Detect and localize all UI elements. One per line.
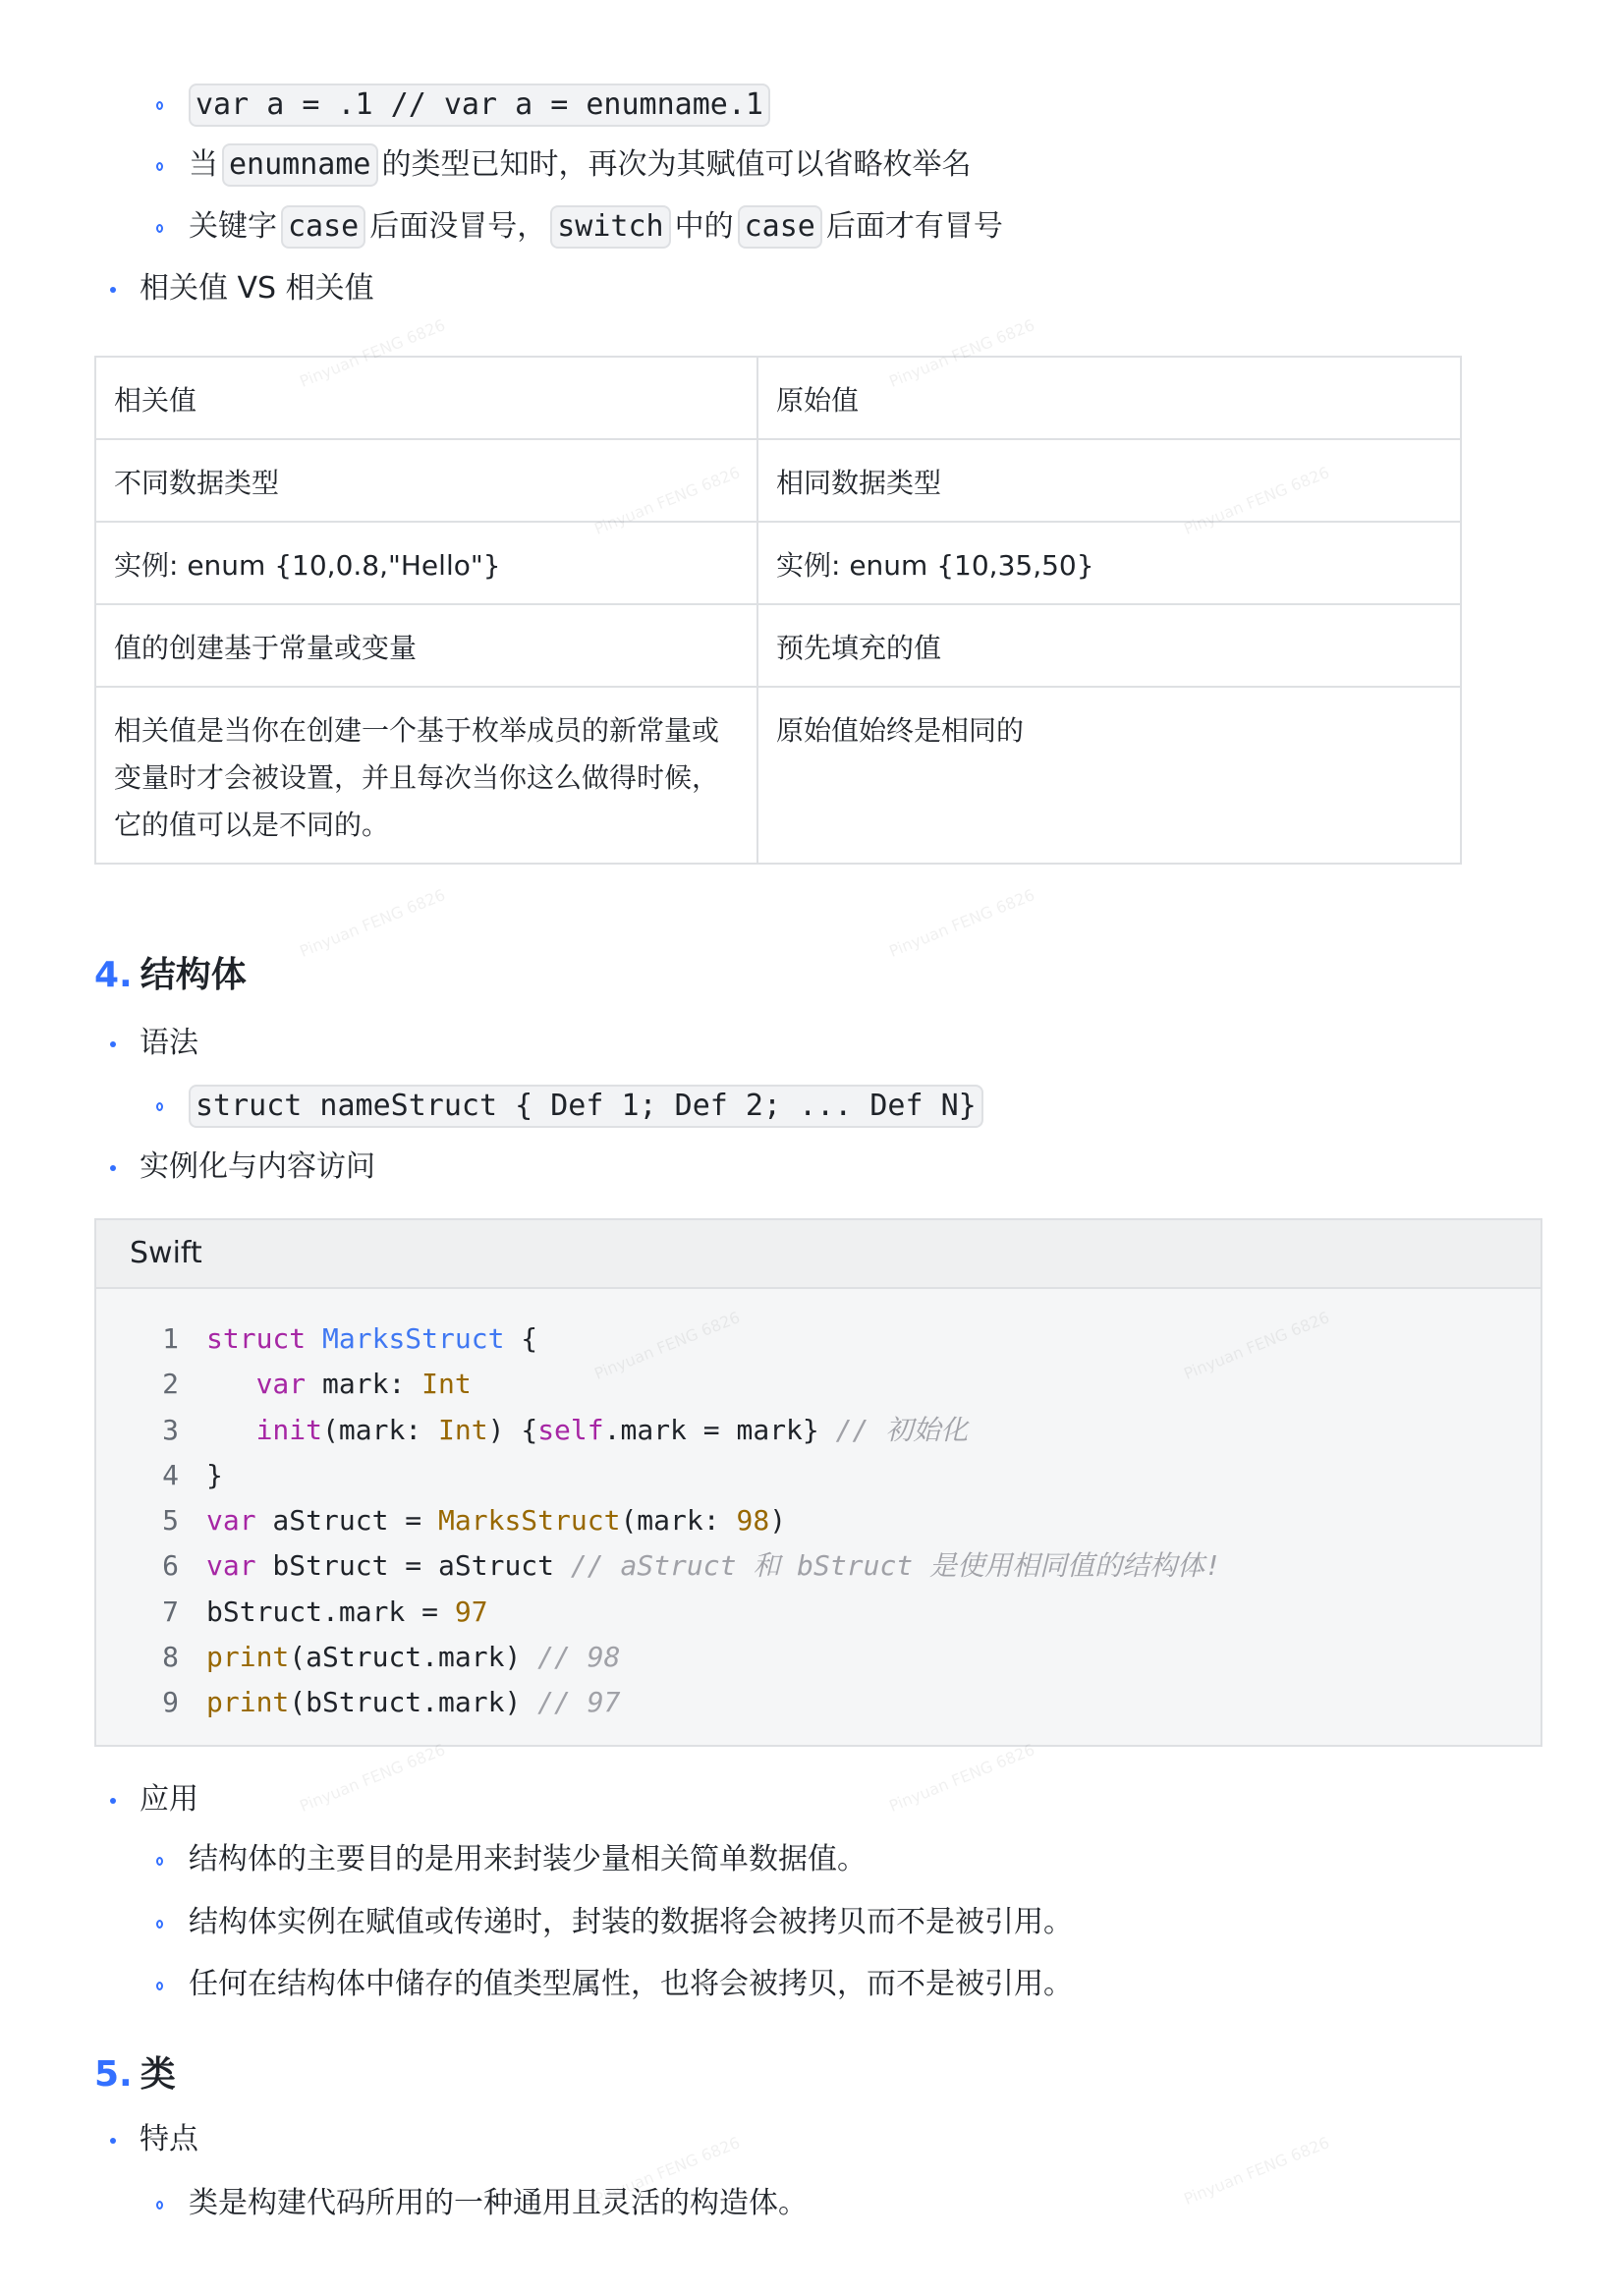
inline-code: switch <box>550 205 670 249</box>
bullet-icon <box>110 287 116 293</box>
watermark: Pinyuan FENG 6826 <box>886 315 1037 391</box>
table-row <box>95 687 1461 864</box>
table-row <box>95 357 1461 439</box>
instance-label: 实例化与内容访问 <box>140 1149 375 1184</box>
compare-label: 相关值 VS 相关值 <box>140 271 374 306</box>
heading-number: 4. <box>94 955 133 995</box>
text: 后面才有冒号 <box>825 209 1003 244</box>
section-heading-5 <box>94 2050 176 2099</box>
heading-title: 类 <box>140 2054 176 2095</box>
code-line: 6 var bStruct = aStruct // aStruct 和 bStruct 是使用相同值的结构体! <box>96 1543 1540 1589</box>
code-line: 4 } <box>96 1453 1540 1498</box>
code-block <box>94 1218 1542 1747</box>
section-heading-4 <box>94 951 247 1000</box>
sub-bullet-icon <box>156 101 163 110</box>
sub-bullet-icon <box>156 1982 163 1990</box>
feature-label: 特点 <box>140 2122 198 2156</box>
heading-title: 结构体 <box>140 955 247 995</box>
table-cell: 实例: enum {10,0.8,"Hello"} <box>95 522 757 604</box>
code-line: 9 print(bStruct.mark) // 97 <box>96 1680 1540 1725</box>
syntax-label: 语法 <box>140 1026 198 1060</box>
table-cell: 预先填充的值 <box>757 604 1461 687</box>
inline-code: var a = .1 // var a = enumname.1 <box>189 84 770 127</box>
watermark: Pinyuan FENG 6826 <box>1181 463 1332 538</box>
watermark: Pinyuan FENG 6826 <box>1181 2133 1332 2209</box>
code-line: 8 print(aStruct.mark) // 98 <box>96 1635 1540 1680</box>
code-line: 5 var aStruct = MarksStruct(mark: 98) <box>96 1498 1540 1543</box>
sub-bullet-icon <box>156 162 163 171</box>
watermark: Pinyuan FENG 6826 <box>591 463 743 538</box>
text: 关键字 <box>189 209 277 244</box>
watermark: Pinyuan FENG 6826 <box>297 885 448 961</box>
line-number: 7 <box>162 1595 179 1628</box>
table-cell: 值的创建基于常量或变量 <box>95 604 757 687</box>
code-line: 7 bStruct.mark = 97 <box>96 1590 1540 1635</box>
sub-bullet-icon <box>156 1857 163 1866</box>
line-number: 1 <box>162 1322 179 1355</box>
line-number: 6 <box>162 1549 179 1583</box>
sub-bullet-icon <box>156 224 163 233</box>
sub-bullet-icon <box>156 2201 163 2210</box>
table-cell: 相关值是当你在创建一个基于枚举成员的新常量或变量时才会被设置，并且每次当你这么做得时候，它的值可以是不同的。 <box>95 687 757 864</box>
line-number: 5 <box>162 1504 179 1538</box>
inline-code: case <box>281 205 365 249</box>
bullet-icon <box>110 1798 116 1804</box>
table-cell: 相同数据类型 <box>757 439 1461 522</box>
code-line: 2 var mark: Int <box>96 1362 1540 1407</box>
enum-shorthand-item <box>189 84 774 127</box>
code-lines <box>96 1289 1540 1726</box>
line-number: 4 <box>162 1458 179 1491</box>
text: 的类型已知时，再次为其赋值可以省略枚举名 <box>381 147 972 182</box>
usage-item: 结构体的主要目的是用来封装少量相关简单数据值。 <box>189 1842 867 1876</box>
watermark: Pinyuan FENG 6826 <box>297 1740 448 1816</box>
watermark: Pinyuan FENG 6826 <box>886 1740 1037 1816</box>
syntax-item <box>189 1085 987 1128</box>
feature-item: 类是构建代码所用的一种通用且灵活的构造体。 <box>189 2186 808 2220</box>
comparison-table <box>94 356 1462 865</box>
bullet-icon <box>110 1041 116 1047</box>
usage-item: 任何在结构体中储存的值类型属性，也将会被拷贝，而不是被引用。 <box>189 1967 1073 2001</box>
inline-code: enumname <box>222 143 378 187</box>
sub-bullet-icon <box>156 1102 163 1111</box>
text: 后面没冒号， <box>369 209 547 244</box>
inline-code: struct nameStruct { Def 1; Def 2; ... Def N} <box>189 1085 983 1128</box>
bullet-icon <box>110 1165 116 1171</box>
sub-bullet-icon <box>156 1920 163 1929</box>
enum-case-colon-item <box>189 205 1003 249</box>
text: 当 <box>189 147 218 182</box>
watermark: Pinyuan FENG 6826 <box>591 2133 743 2209</box>
line-number: 2 <box>162 1368 179 1401</box>
usage-item: 结构体实例在赋值或传递时，封装的数据将会被拷贝而不是被引用。 <box>189 1905 1073 1939</box>
table-cell: 不同数据类型 <box>95 439 757 522</box>
table-cell: 相关值 <box>95 357 757 439</box>
line-number: 3 <box>162 1413 179 1446</box>
enum-known-type-item <box>189 143 972 187</box>
watermark: Pinyuan FENG 6826 <box>886 885 1037 961</box>
table-row <box>95 522 1461 604</box>
code-language-label: Swift <box>96 1220 1540 1289</box>
table-cell: 实例: enum {10,35,50} <box>757 522 1461 604</box>
table-row <box>95 439 1461 522</box>
heading-number: 5. <box>94 2054 133 2095</box>
table-cell: 原始值始终是相同的 <box>757 687 1461 864</box>
bullet-icon <box>110 2138 116 2144</box>
watermark: Pinyuan FENG 6826 <box>297 315 448 391</box>
line-number: 8 <box>162 1641 179 1674</box>
usage-label: 应用 <box>140 1782 198 1817</box>
text: 中的 <box>674 209 734 244</box>
table-cell: 原始值 <box>757 357 1461 439</box>
code-line: 3 init(mark: Int) {self.mark = mark} // 初始化 <box>96 1408 1540 1453</box>
inline-code: case <box>738 205 822 249</box>
table-row <box>95 604 1461 687</box>
code-line: 1 struct MarksStruct { <box>96 1316 1540 1362</box>
line-number: 9 <box>162 1686 179 1719</box>
